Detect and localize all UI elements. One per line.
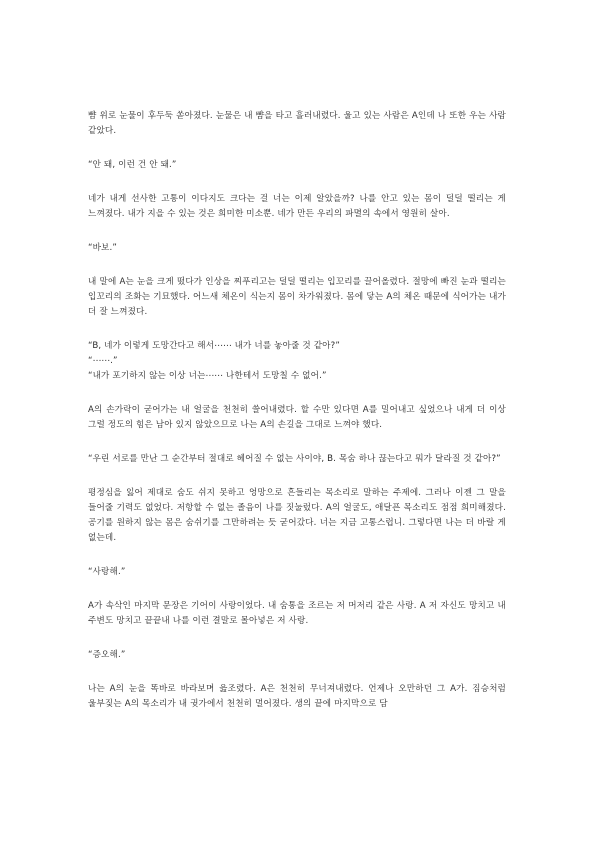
paragraph-fingers: A의 손가락이 굳어가는 내 얼굴을 천천히 쓸어내렸다. 할 수만 있다면 A를 밀어내고 싶었으나 내게 더 이상 그럴 정도의 힘은 남아 있지 않았으므로 나는 A의 손길을 그대로 느껴야 했다.: [88, 405, 506, 430]
story-text-body: [88, 109, 506, 731]
paragraph-collapse: 나는 A의 눈을 똑바로 바라보며 읊조렸다. A은 천천히 무너져내렸다. 언제나 오만하던 그 A가. 짐승처럼 울부짖는 A의 목소리가 내 귓가에서 천천히 멀어졌다. 생의 끝에 마지막으로 담: [88, 684, 506, 709]
dialogue-love: “사랑해.”: [88, 567, 126, 577]
dialogue-silence: “⋯⋯.”: [88, 356, 118, 366]
dialogue-fool: “바보.”: [88, 243, 117, 253]
paragraph-composure: 평정심을 잃어 제대로 숨도 쉬지 못하고 엉망으로 흔들리는 목소리로 말하는 주제에. 그러나 이젠 그 말을 들어줄 기력도 없었다. 저항할 수 없는 졸음이 나를 짓눌렀다. A의 얼굴도, 애달픈 목소리도 점점 희미해졌다. 공기를 원하지 않는 몸은 숨쉬기를 그만하려는 듯 굳어갔다. 너는 지금 고통스럽니. 그렇다면 나는 더 바랄 게 없는데.: [88, 488, 506, 543]
dialogue-escape: “B, 네가 이렇게 도망간다고 해서⋯⋯ 내가 너를 놓아줄 것 같아?”: [88, 341, 340, 351]
paragraph-pain: 네가 내게 선사한 고통이 이다지도 크다는 걸 너는 이제 알았을까? 나를 안고 있는 몸이 덜덜 떨리는 게 느껴졌다. 내가 지을 수 있는 것은 희미한 미소뿐. 네가 만든 우리의 파멸의 속에서 영원히 살아.: [88, 194, 506, 219]
dialogue-hate: “증오해.”: [88, 650, 126, 660]
dialogue-never-apart: “우린 서로를 만난 그 순간부터 절대로 헤어질 수 없는 사이야, B. 목숨 하나 끊는다고 뭐가 달라질 것 같아?”: [88, 454, 501, 464]
paragraph-last-sentence: A가 속삭인 마지막 문장은 기어이 사랑이었다. 내 숨통을 조르는 저 머저리 같은 사랑. A 저 자신도 망치고 내 주변도 망치고 끝끝내 나를 이런 결말로 몰아넣은 저 사랑.: [88, 601, 506, 626]
paragraph-tears: 뺨 위로 눈물이 후두둑 쏟아졌다. 눈물은 내 뺨을 타고 흘러내렸다. 울고 있는 사람은 A인데 나 또한 우는 사람 같았다.: [88, 111, 506, 136]
dialogue-no: “안 돼, 이런 건 안 돼.”: [88, 160, 177, 170]
dialogue-cannot-flee: “내가 포기하지 않는 이상 너는⋯⋯ 나한테서 도망칠 수 없어.”: [88, 371, 327, 381]
paragraph-despair: 내 말에 A는 눈을 크게 떴다가 인상을 찌푸리고는 덜덜 떨리는 입꼬리를 끌어올렸다. 절망에 빠진 눈과 떨리는 입꼬리의 조화는 기묘했다. 어느새 체온이 식는지 몸이 차가워졌다. 몸에 닿는 A의 체온 때문에 식어가는 내가 더 잘 느껴졌다.: [88, 277, 506, 317]
